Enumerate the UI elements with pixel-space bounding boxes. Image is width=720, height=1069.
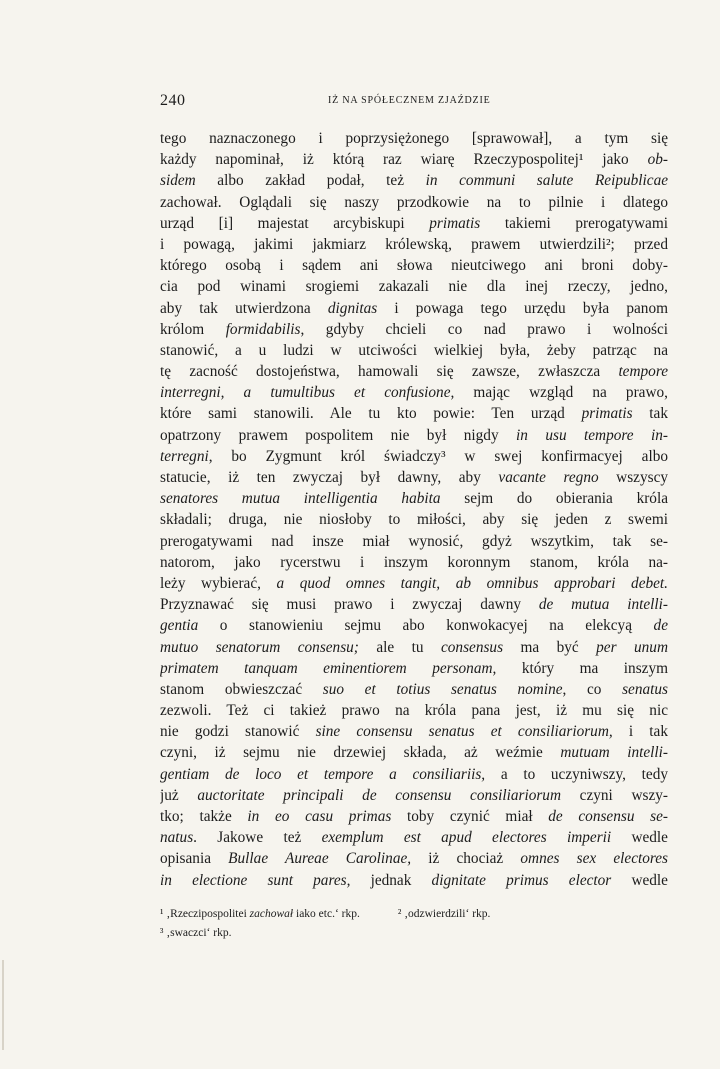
text-line: senatores mutua intelligentia habita sejm do obierania króla — [160, 490, 668, 508]
text-line: opisania Bullae Aureae Carolinae, iż chociaż omnes sex electores — [160, 850, 668, 868]
text-line: tę zacność dostojeństwa, hamowali się zawsze, zwłaszcza tempore — [160, 363, 668, 381]
text-line: gentiam de loco et tempore a consiliariis, a to uczyniwszy, tedy — [160, 765, 668, 783]
text-line: in electione sunt pares, jednak dignitate primus elector wedle — [160, 871, 668, 889]
text-line: zezwoli. Też ci takież prawo na króla pana jest, iż mu się nic — [160, 702, 668, 720]
footnote-row — [160, 924, 668, 943]
footnote-row — [160, 905, 668, 924]
text-line: primatem tanquam eminentiorem personam, który ma inszym — [160, 659, 668, 677]
body-text — [160, 128, 668, 891]
text-line: stanom obwieszczać suo et totius senatus nomine, co senatus — [160, 680, 668, 698]
footnote-1: ¹ ‚Rzeczipospolitei zachował iako etc.‘ rkp. — [160, 908, 360, 920]
text-line: statucie, iż ten zwyczaj był dawny, aby vacante regno wszyscy — [160, 469, 668, 486]
text-line: składali; druga, nie niosłoby to miłości, aby się jeden z swemi — [160, 511, 668, 529]
page-header — [160, 92, 670, 112]
text-line: i powagą, jakimi jakmiarz królewską, prawem utwierdzili²; przed — [160, 235, 668, 253]
text-line: Przyznawać się musi prawo i zwyczaj dawny de mutua intelli- — [160, 596, 668, 614]
text-line: każdy napominał, iż którą raz wiarę Rzeczypospolitej¹ jako ob- — [160, 151, 668, 169]
text-line: zachował. Oglądali się naszy przodkowie na to pilnie i dlatego — [160, 193, 668, 211]
text-line: natus. Jakowe też exemplum est apud electores imperii wedle — [160, 829, 668, 847]
text-line: tko; także in eo casu primas toby czynić miał de consensu se- — [160, 808, 668, 825]
text-line: gentia o stanowieniu sejmu abo konwokacyej na elekcyą de — [160, 617, 668, 635]
text-line: już auctoritate principali de consensu consiliariorum czyni wszy- — [160, 786, 668, 804]
text-line: sidem albo zakład podał, też in communi salute Reipublicae — [160, 172, 668, 190]
text-line: tego naznaczonego i poprzysiężonego [sprawował], a tym się — [160, 130, 668, 147]
text-line: cia pod winami srogiemi zakazali nie dla inej rzeczy, jedno, — [160, 278, 668, 296]
text-line: mutuo senatorum consensu; ale tu consensus ma być per unum — [160, 638, 668, 656]
text-line: którego osobą i sądem ani słowa nieutciwego ani broni doby- — [160, 257, 668, 275]
running-head: IŻ NA SPÓŁECZNEM ZJAŹDZIE — [328, 95, 491, 106]
footnote-3: ³ ‚swaczci‘ rkp. — [160, 927, 232, 939]
text-line: prerogatywami nad insze miał wynosić, gdyż wszytkim, tak se- — [160, 532, 668, 550]
text-line: królom formidabilis, gdyby chcieli co nad prawo i wolności — [160, 320, 668, 338]
text-line: terregni, bo Zygmunt król świadczy³ w swej konfirmacyej albo — [160, 447, 668, 465]
footnote-2: ² ‚odzwierdzili‘ rkp. — [397, 908, 491, 920]
page-number: 240 — [160, 92, 186, 109]
text-line: które sami stanowili. Ale tu kto powie: Ten urząd primatis tak — [160, 405, 668, 423]
text-line: stanowić, a u ludzi w utciwości wielkiej była, żeby patrząc na — [160, 341, 668, 359]
text-line: czyni, iż sejmu nie drzewiej składa, aż weźmie mutuam intelli- — [160, 744, 668, 762]
text-line: opatrzony prawem pospolitem nie był nigdy in usu tempore in- — [160, 426, 668, 444]
text-line: leży wybierać, a quod omnes tangit, ab omnibus approbari debet. — [160, 574, 668, 592]
text-line: interregni, a tumultibus et confusione, mając wzgląd na prawo, — [160, 384, 668, 402]
text-line: urząd [i] majestat arcybiskupi primatis takiemi prerogatywami — [160, 214, 668, 232]
text-line: nie godzi stanowić sine consensu senatus et consiliariorum, i tak — [160, 723, 668, 741]
scan-margin-speck — [2, 960, 4, 1050]
footnotes — [160, 905, 668, 943]
text-line: natorom, jako rycerstwu i inszym koronnym stanom, króla na- — [160, 553, 668, 571]
text-line: aby tak utwierdzona dignitas i powaga tego urzędu była panom — [160, 299, 668, 317]
